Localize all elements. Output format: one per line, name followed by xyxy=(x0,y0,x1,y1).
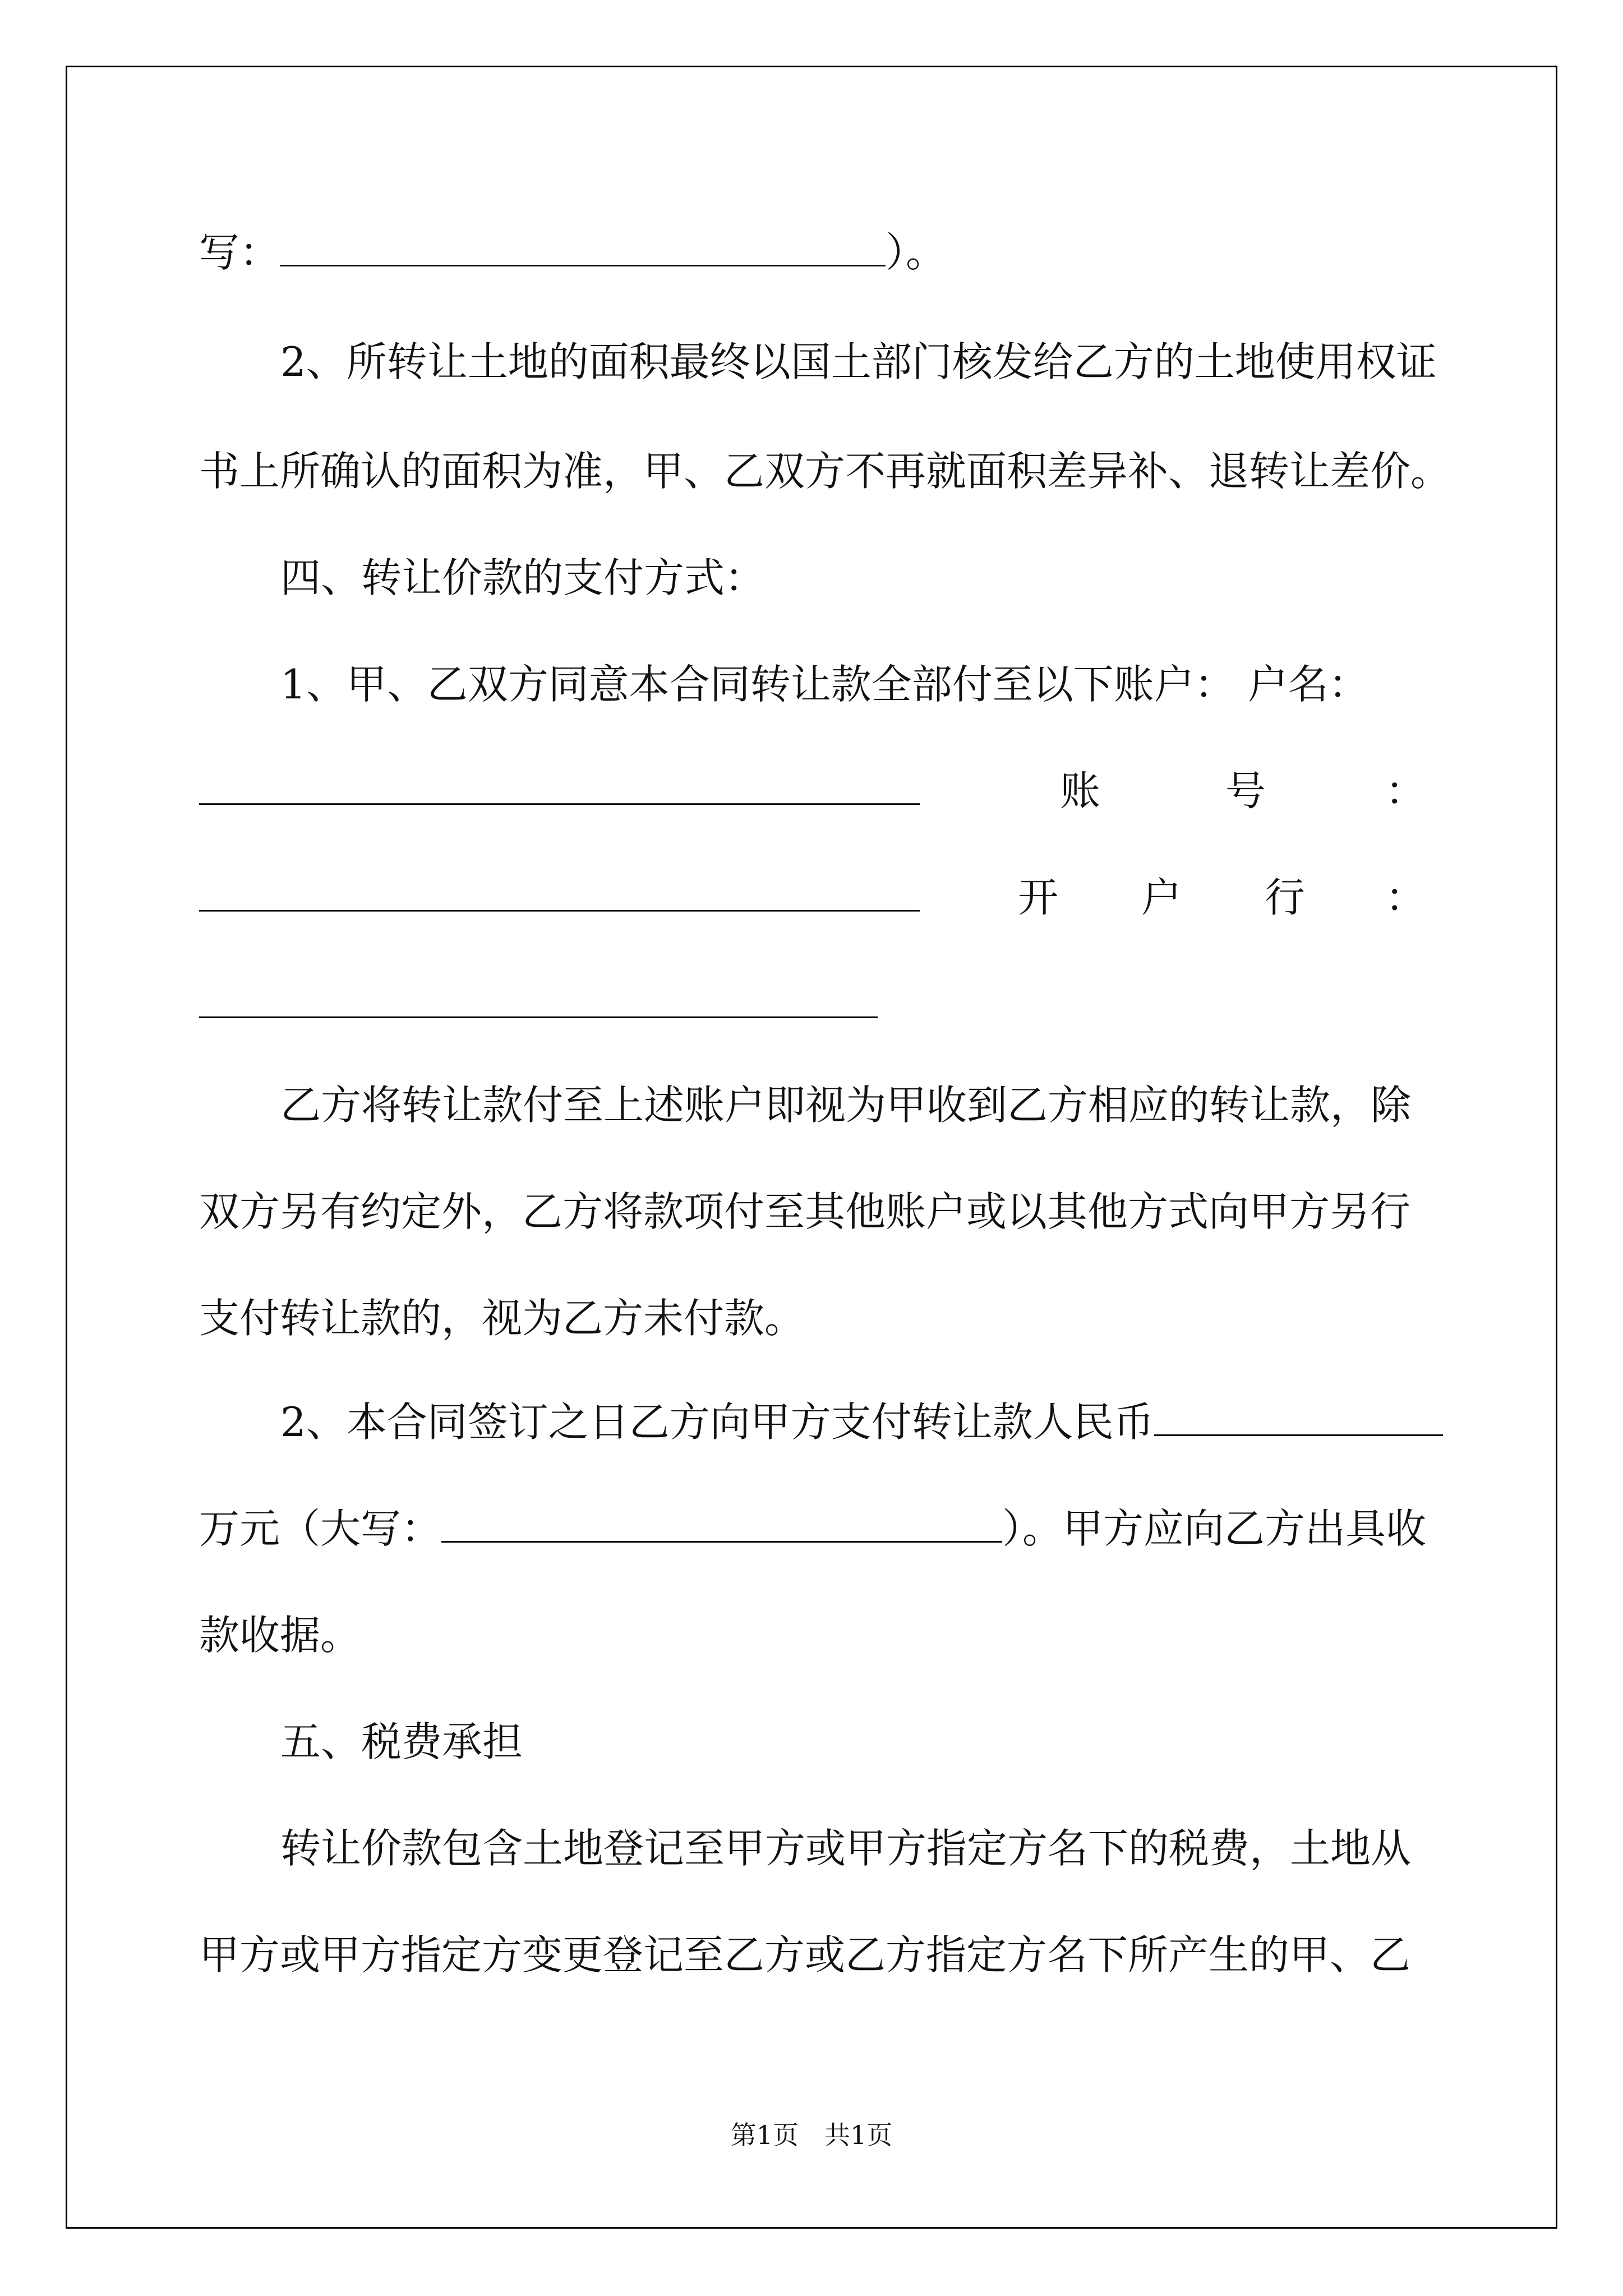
section-title: 四、转让价款的支付方式： xyxy=(280,554,766,601)
paragraph-line: 2、所转让土地的面积最终以国土部门核发给乙方的土地使用权证 xyxy=(280,338,1437,385)
bank-name-blank[interactable] xyxy=(199,978,878,1018)
text: 写： xyxy=(199,229,280,276)
page-number: 第1页 共1页 xyxy=(730,2120,893,2150)
paragraph-line: 1、甲、乙双方同意本合同转让款全部付至以下账户： 户名： xyxy=(280,661,1369,708)
bank-label-char: 行 xyxy=(1265,874,1306,921)
account-label-char: 号 xyxy=(1225,767,1266,815)
amount-blank[interactable] xyxy=(1154,1396,1443,1436)
paragraph-line: 转让价款包含土地登记至甲方或甲方指定方名下的税费，土地从 xyxy=(280,1825,1412,1872)
paragraph-line: 甲方或甲方指定方变更登记至乙方或乙方指定方名下所产生的甲、乙 xyxy=(199,1931,1411,1978)
amount-uppercase-line xyxy=(199,219,1433,286)
paragraph-line: 双方另有约定外，乙方将款项付至其他账户或以其他方式向甲方另行 xyxy=(199,1188,1411,1235)
paragraph-line xyxy=(199,1495,1433,1562)
blank-field[interactable] xyxy=(280,227,886,266)
paragraph-line xyxy=(280,1388,1514,1456)
text: ）。 xyxy=(886,229,947,276)
paragraph-line: 书上所确认的面积为准，甲、乙双方不再就面积差异补、退转让差价。 xyxy=(199,448,1451,495)
paragraph-line: 支付转让款的，视为乙方未付款。 xyxy=(199,1295,805,1342)
text: ）。甲方应向乙方出具收 xyxy=(1002,1505,1427,1552)
amount-uppercase-blank[interactable] xyxy=(441,1503,1002,1543)
section-title: 五、税费承担 xyxy=(280,1718,523,1765)
bank-blank-row xyxy=(199,970,1433,1038)
text: 万元（大写： xyxy=(199,1505,442,1552)
bank-label-char: 开 xyxy=(1018,874,1059,921)
text: 2、本合同签订之日乙方向甲方支付转让款人民币 xyxy=(280,1398,1154,1446)
bank-label-colon: ： xyxy=(1385,874,1426,921)
bank-label-char: 户 xyxy=(1141,874,1182,921)
account-label-colon: ： xyxy=(1385,767,1426,815)
account-label-char: 账 xyxy=(1060,767,1101,815)
bank-row xyxy=(199,864,1433,931)
account-name-blank[interactable] xyxy=(199,765,920,805)
paragraph-line: 乙方将转让款付至上述账户即视为甲收到乙方相应的转让款，除 xyxy=(280,1082,1412,1129)
account-number-blank[interactable] xyxy=(199,872,920,912)
paragraph-line: 款收据。 xyxy=(199,1612,361,1659)
